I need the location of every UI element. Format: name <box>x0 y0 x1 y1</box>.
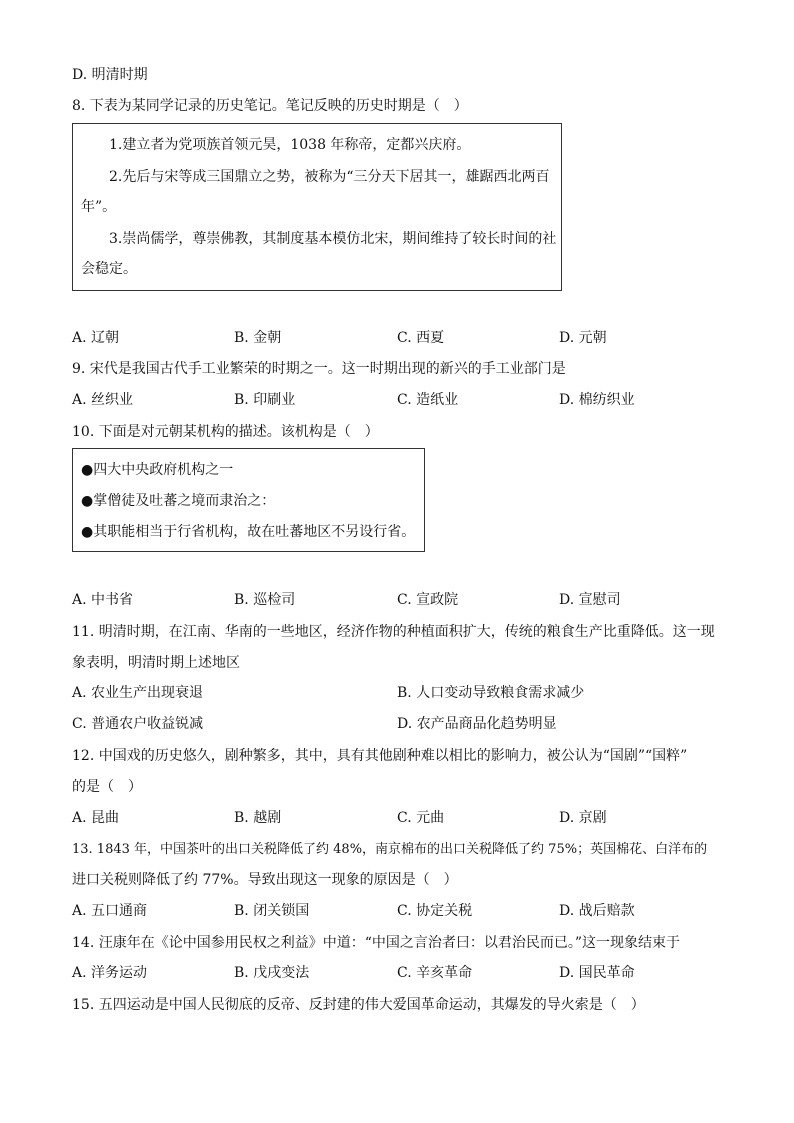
q8-option-b: B. 金朝 <box>234 330 282 346</box>
q8-note-3-cont: 会稳定。 <box>81 261 137 277</box>
q11-option-c: C. 普通农户收益锐减 <box>72 716 204 732</box>
q14-option-d: D. 国民革命 <box>559 965 635 981</box>
q8-note-3: 3.崇尚儒学，尊崇佛教，其制度基本模仿北宋，期间维持了较长时间的社 <box>109 231 557 247</box>
q12-option-d: D. 京剧 <box>559 810 607 826</box>
q9-option-b: B. 印刷业 <box>234 392 296 408</box>
q9-option-d: D. 棉纺织业 <box>559 392 635 408</box>
q11-stem-line2: 象表明，明清时期上述地区 <box>72 655 240 671</box>
q8-notes-box <box>72 123 562 291</box>
q14-option-c: C. 辛亥革命 <box>397 965 473 981</box>
q13-stem-line1: 13. 1843 年，中国茶叶的出口关税降低了约 48%，南京棉布的出口关税降低了约 75%；英国棉花、白洋布的 <box>72 842 708 857</box>
q10-note-1: ●四大中央政府机构之一 <box>81 462 234 478</box>
q12-option-c: C. 元曲 <box>397 810 445 826</box>
q8-option-a: A. 辽朝 <box>72 330 120 346</box>
q10-option-c: C. 宣政院 <box>397 592 459 608</box>
q10-stem: 10. 下面是对元朝某机构的描述。该机构是（ ） <box>72 424 379 440</box>
q10-option-a: A. 中书省 <box>72 592 134 608</box>
q11-option-a: A. 农业生产出现衰退 <box>72 685 204 701</box>
q14-stem: 14. 汪康年在《论中国参用民权之利益》中道：“中国之言治者曰：以君治民而已。”这一现象结束于 <box>72 935 681 951</box>
q11-stem-line1: 11. 明清时期，在江南、华南的一些地区，经济作物的种植面积扩大，传统的粮食生产比重降低。这一现 <box>72 624 715 640</box>
q7-option-d: D. 明清时期 <box>72 67 148 83</box>
q12-option-a: A. 昆曲 <box>72 810 120 826</box>
q10-option-d: D. 宣慰司 <box>559 592 621 608</box>
q14-option-b: B. 戊戌变法 <box>234 965 310 981</box>
q9-option-a: A. 丝织业 <box>72 392 134 408</box>
q8-stem: 8. 下表为某同学记录的历史笔记。笔记反映的历史时期是（ ） <box>72 98 468 114</box>
q8-option-d: D. 元朝 <box>559 330 607 346</box>
q8-note-1: 1.建立者为党项族首领元昊，1038 年称帝，定都兴庆府。 <box>109 137 471 153</box>
q12-stem-line1: 12. 中国戏的历史悠久，剧种繁多，其中，具有其他剧种难以相比的影响力，被公认为“国剧”“国粹” <box>72 748 688 764</box>
q10-notes-box <box>72 448 425 552</box>
q15-stem: 15. 五四运动是中国人民彻底的反帝、反封建的伟大爱国革命运动，其爆发的导火索是（ ） <box>72 997 645 1013</box>
q13-option-a: A. 五口通商 <box>72 903 148 919</box>
q9-stem: 9. 宋代是我国古代手工业繁荣的时期之一。这一时期出现的新兴的手工业部门是 <box>72 361 566 377</box>
q10-note-3: ●其职能相当于行省机构，故在吐蕃地区不另设行省。 <box>81 524 416 540</box>
q11-option-b: B. 人口变动导致粮食需求减少 <box>397 685 585 701</box>
q10-note-2: ●掌僧徒及吐蕃之境而隶治之： <box>81 493 276 509</box>
q8-note-2: 2.先后与宋等成三国鼎立之势，被称为“三分天下居其一，雄踞西北两百 <box>109 169 550 185</box>
q13-option-d: D. 战后赔款 <box>559 903 635 919</box>
q12-option-b: B. 越剧 <box>234 810 282 826</box>
q14-option-a: A. 洋务运动 <box>72 965 148 981</box>
q8-note-2-cont: 年”。 <box>81 199 117 215</box>
q12-stem-line2: 的是（ ） <box>72 779 142 795</box>
q10-option-b: B. 巡检司 <box>234 592 296 608</box>
q9-option-c: C. 造纸业 <box>397 392 459 408</box>
q13-option-c: C. 协定关税 <box>397 903 473 919</box>
q8-option-c: C. 西夏 <box>397 330 445 346</box>
q13-stem-line2: 进口关税则降低了约 77%。导致出现这一现象的原因是（ ） <box>72 872 458 888</box>
q11-option-d: D. 农产品商品化趋势明显 <box>397 716 557 732</box>
q13-option-b: B. 闭关锁国 <box>234 903 310 919</box>
